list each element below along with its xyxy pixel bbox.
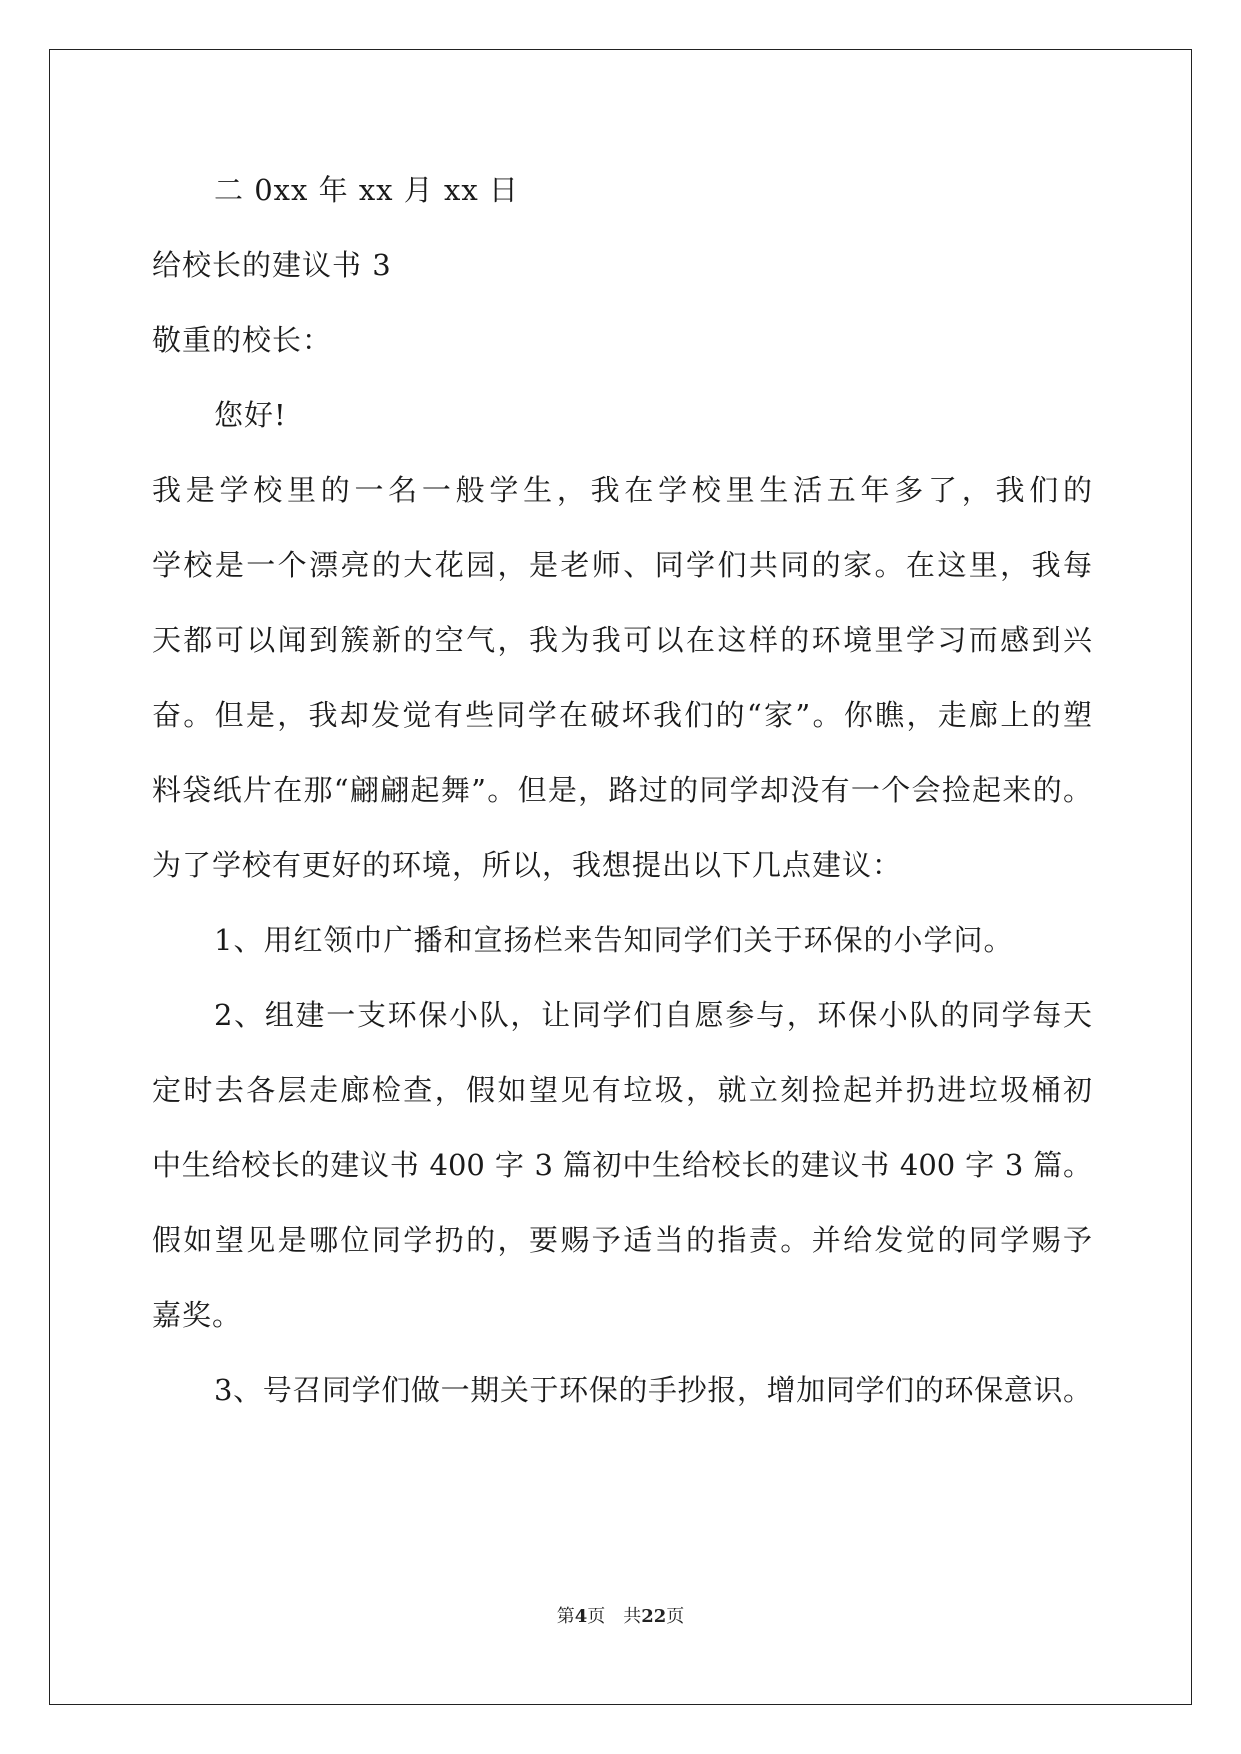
paragraph-line: 假如望见是哪位同学扔的，要赐予适当的指责。并给发觉的同学赐予 [152,1223,1092,1257]
current-page-number: 4 [574,1606,588,1627]
total-prefix: 共 [623,1606,642,1627]
paragraph-line: 料袋纸片在那“翩翩起舞”。但是，路过的同学却没有一个会捡起来的。 [152,773,1092,807]
list-item: 2、组建一支环保小队，让同学们自愿参与，环保小队的同学每天 [214,998,1092,1032]
greeting: 您好! [214,398,287,432]
total-suffix: 页 [666,1606,685,1627]
page-footer [0,1602,1241,1628]
paragraph-line: 定时去各层走廊检查，假如望见有垃圾，就立刻捡起并扔进垃圾桶初 [152,1073,1092,1107]
page-suffix: 页 [587,1606,606,1627]
paragraph-line: 学校是一个漂亮的大花园，是老师、同学们共同的家。在这里，我每 [152,548,1092,582]
list-item: 1、用红领巾广播和宣扬栏来告知同学们关于环保的小学问。 [214,923,1014,957]
document-title: 给校长的建议书 3 [152,248,392,282]
paragraph-line: 我是学校里的一名一般学生，我在学校里生活五年多了，我们的 [152,473,1092,507]
paragraph-line: 中生给校长的建议书 400 字 3 篇初中生给校长的建议书 400 字 3 篇。 [152,1148,1092,1182]
page-prefix: 第 [556,1606,575,1627]
list-item: 3、号召同学们做一期关于环保的手抄报，增加同学们的环保意识。 [214,1373,1092,1407]
date-line: 二 0xx 年 xx 月 xx 日 [214,173,519,207]
paragraph-line: 天都可以闻到簇新的空气，我为我可以在这样的环境里学习而感到兴 [152,623,1092,657]
salutation: 敬重的校长： [152,323,333,357]
paragraph-line: 嘉奖。 [152,1298,243,1332]
total-page-count: 22 [641,1606,667,1627]
paragraph-line: 为了学校有更好的环境，所以，我想提出以下几点建议： [152,848,903,882]
paragraph-line: 奋。但是，我却发觉有些同学在破坏我们的“家”。你瞧，走廊上的塑 [152,698,1092,732]
